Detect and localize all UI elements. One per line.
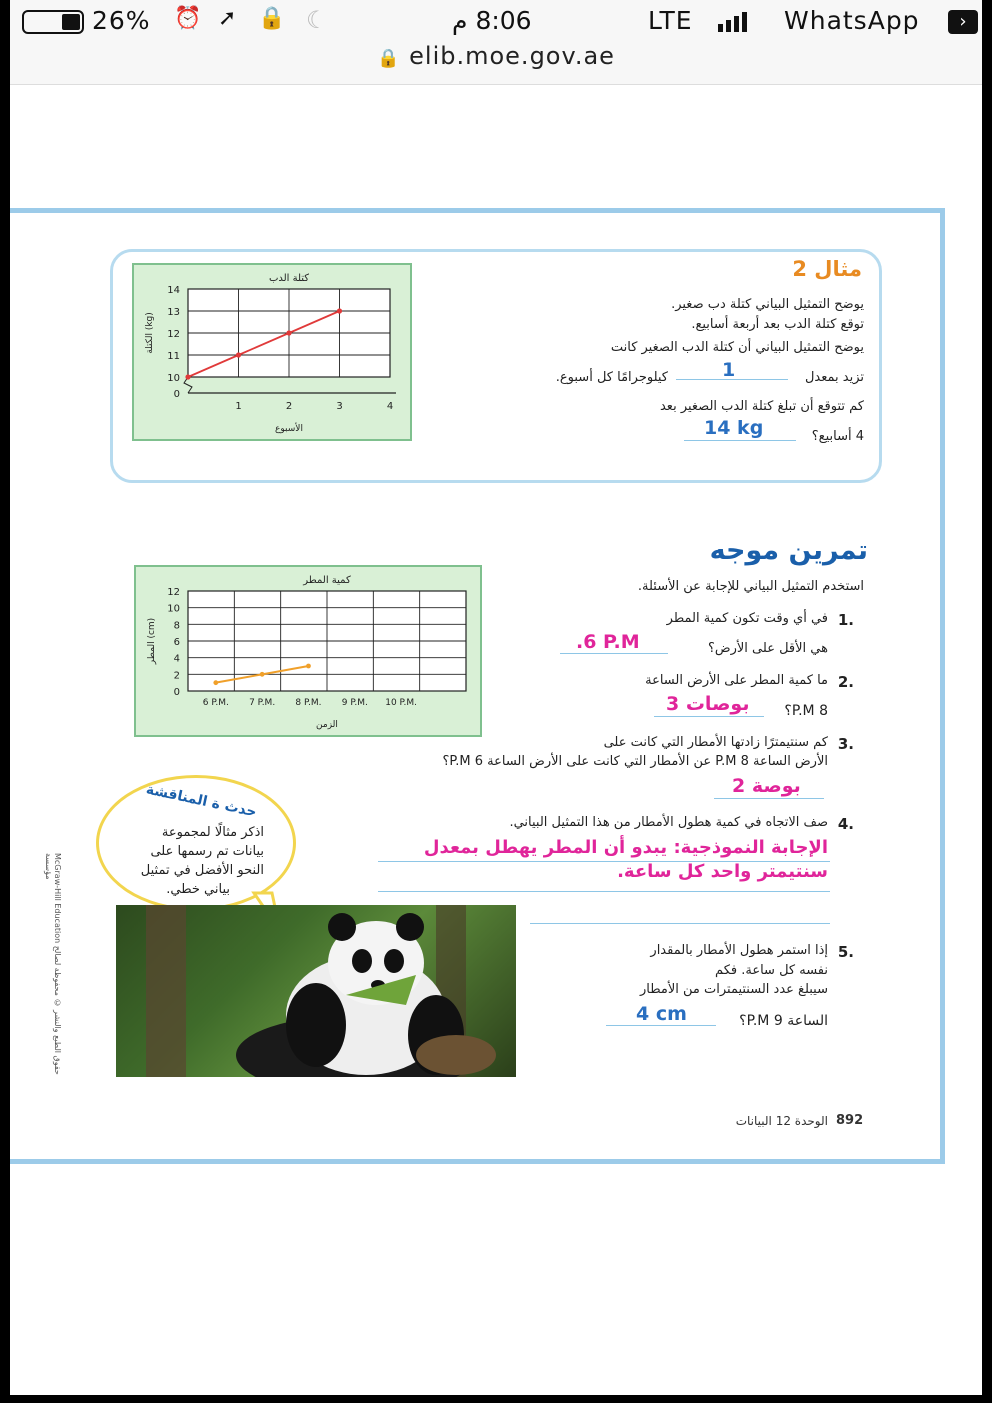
guided-practice-title: تمرين موجه bbox=[709, 535, 868, 566]
q1-text-a: في أي وقت تكون كمية المطر bbox=[666, 611, 828, 626]
address-bar[interactable] bbox=[10, 40, 982, 85]
panda-illustration bbox=[116, 905, 516, 1077]
bear-mass-chart-svg bbox=[134, 265, 410, 439]
rain-y-tick: 8 bbox=[173, 620, 180, 632]
rain-x-tick: 8 P.M. bbox=[295, 698, 322, 708]
battery-icon bbox=[22, 10, 84, 34]
bear-x-tick: 1 bbox=[235, 401, 242, 412]
rain-x-label: الزمن bbox=[316, 720, 338, 730]
q1-text-b: هي الأقل على الأرض؟ bbox=[708, 641, 828, 656]
bubble-line-1: اذكر مثالًا لمجموعة bbox=[161, 825, 264, 840]
forward-arrow-icon[interactable]: › bbox=[948, 10, 978, 34]
bubble-title: حدث ة المناقشة bbox=[144, 781, 259, 821]
lock-icon: 🔒 bbox=[377, 48, 401, 69]
rain-y-tick: 2 bbox=[173, 670, 180, 682]
status-bar bbox=[10, 0, 982, 40]
rain-amount-chart bbox=[134, 565, 482, 737]
bear-y-label: الكتلة (kg) bbox=[145, 312, 155, 354]
q5-text-b: نفسه كل ساعة. فكم bbox=[715, 963, 828, 978]
q1-number: .1 bbox=[837, 611, 854, 629]
q5-number: .5 bbox=[837, 943, 854, 961]
rain-amount-chart-svg bbox=[136, 567, 480, 735]
rain-y-tick: 0 bbox=[173, 687, 180, 698]
bear-y-tick: 12 bbox=[167, 329, 180, 340]
back-to-app-label[interactable]: WhatsApp bbox=[784, 6, 920, 35]
q1-answer: .6 P.M bbox=[576, 631, 640, 653]
rain-data-point bbox=[213, 680, 218, 685]
q4-answer-line-2: سنتيمتر واحد كل ساعة. bbox=[617, 861, 828, 882]
q2-text-a: ما كمية المطر على الأرض الساعة bbox=[645, 673, 828, 688]
bear-mass-chart bbox=[132, 263, 412, 441]
example-line-1: يوضح التمثيل البياني كتلة دب صغير. bbox=[671, 297, 864, 312]
screen bbox=[10, 0, 982, 1395]
example-answer-1: 1 bbox=[722, 359, 736, 381]
example-title: مثال 2 bbox=[792, 257, 862, 281]
page-number: 892 bbox=[836, 1113, 864, 1128]
q3-number: .3 bbox=[837, 735, 854, 753]
q2-text-b: 8 P.M؟ bbox=[784, 703, 828, 719]
panda-photo bbox=[116, 905, 516, 1077]
bear-x-label: الأسبوع bbox=[275, 424, 303, 434]
bear-data-point bbox=[185, 374, 190, 379]
q2-number: .2 bbox=[837, 673, 854, 691]
example-line-4-pre: تزيد بمعدل bbox=[804, 370, 864, 385]
bear-data-point bbox=[286, 330, 291, 335]
rain-y-tick: 4 bbox=[173, 653, 180, 665]
q4-number: .4 bbox=[837, 815, 854, 833]
unit-label: الوحدة 12 البيانات bbox=[735, 1114, 828, 1128]
rain-chart-title: كمية المطر bbox=[303, 575, 351, 586]
bear-y-tick: 10 bbox=[167, 373, 180, 384]
q4-answer-line-1: الإجابة النموذجية: يبدو أن المطر يهطل بمعدل bbox=[423, 837, 828, 858]
rain-x-tick: 6 P.M. bbox=[202, 698, 229, 708]
q3-text-b: الأرض الساعة 8 P.M عن الأمطار التي كانت على الأرض الساعة 6 P.M؟ bbox=[442, 754, 828, 769]
q3-text-a: كم سنتيمترًا زادتها الأمطار التي كانت على bbox=[603, 735, 828, 750]
rain-x-tick: 9 P.M. bbox=[341, 698, 368, 708]
example-line-5: كم تتوقع أن تبلغ كتلة الدب الصغير بعد bbox=[659, 399, 864, 414]
bubble-line-2: بيانات تم رسمها على bbox=[150, 844, 264, 859]
q4-text: صف الاتجاه في كمية هطول الأمطار من هذا التمثيل البياني. bbox=[509, 815, 828, 830]
q2-answer: 3 بوصات bbox=[666, 693, 750, 715]
bear-y-tick: 11 bbox=[167, 351, 180, 362]
q5-text-a: إذا استمر هطول الأمطار بالمقدار bbox=[650, 943, 828, 958]
bear-y-tick: 13 bbox=[167, 307, 180, 318]
example-line-6: 4 أسابيع؟ bbox=[811, 429, 864, 444]
bear-x-tick: 2 bbox=[285, 401, 293, 412]
url-text[interactable]: elib.moe.gov.ae bbox=[409, 42, 615, 70]
location-icon: ➚ bbox=[218, 6, 238, 31]
rain-y-tick: 10 bbox=[167, 603, 180, 615]
rain-y-tick: 12 bbox=[167, 587, 180, 598]
q3-answer: 2 بوصة bbox=[732, 775, 801, 797]
rotation-lock-icon: 🔒 bbox=[258, 6, 287, 31]
clock-time: 8:06 م bbox=[452, 6, 532, 35]
example-line-3: يوضح التمثيل البياني أن كتلة الدب الصغير كانت bbox=[610, 340, 864, 355]
example-answer-2: 14 kg bbox=[704, 417, 764, 439]
network-type: LTE bbox=[648, 6, 693, 35]
bear-y-tick: 14 bbox=[167, 285, 180, 296]
signal-icon bbox=[718, 12, 750, 32]
example-line-2: توقع كتلة الدب بعد أربعة أسابيع. bbox=[691, 317, 864, 332]
q5-answer: 4 cm bbox=[636, 1003, 687, 1025]
moon-icon: ☾ bbox=[306, 6, 329, 34]
bubble-line-3: النحو الأفضل في تمثيل bbox=[140, 863, 264, 878]
bubble-line-4: بياني خطي. bbox=[166, 882, 230, 897]
battery-percent: 26% bbox=[92, 6, 151, 35]
rain-data-point bbox=[260, 672, 265, 677]
guided-intro: استخدم التمثيل البياني للإجابة عن الأسئلة. bbox=[637, 579, 864, 594]
bear-x-tick: 4 bbox=[386, 401, 394, 412]
q5-text-d: الساعة 9 P.M؟ bbox=[739, 1013, 828, 1029]
bear-chart-title: كتلة الدب bbox=[268, 273, 310, 284]
bear-data-point bbox=[236, 352, 241, 357]
rain-x-tick: 10 P.M. bbox=[385, 698, 418, 708]
copyright-credit: McGraw-Hill Education حقوق الطبع والنشر © محفوظة لصالح مؤسسة bbox=[44, 853, 62, 1075]
book-page bbox=[10, 208, 945, 1164]
rain-y-tick: 6 bbox=[173, 637, 180, 648]
rain-x-tick: 7 P.M. bbox=[249, 698, 276, 708]
alarm-icon: ⏰ bbox=[174, 6, 203, 31]
example-line-4-post: كيلوجرامًا كل أسبوع. bbox=[555, 370, 668, 385]
rain-y-label: المطر (cm) bbox=[147, 617, 157, 665]
bear-data-point bbox=[337, 308, 342, 313]
rain-data-point bbox=[306, 664, 311, 669]
bear-x-tick: 3 bbox=[336, 401, 343, 412]
bear-y-tick: 0 bbox=[173, 389, 180, 400]
q5-text-c: سيبلغ عدد السنتيمترات من الأمطار bbox=[639, 982, 828, 997]
